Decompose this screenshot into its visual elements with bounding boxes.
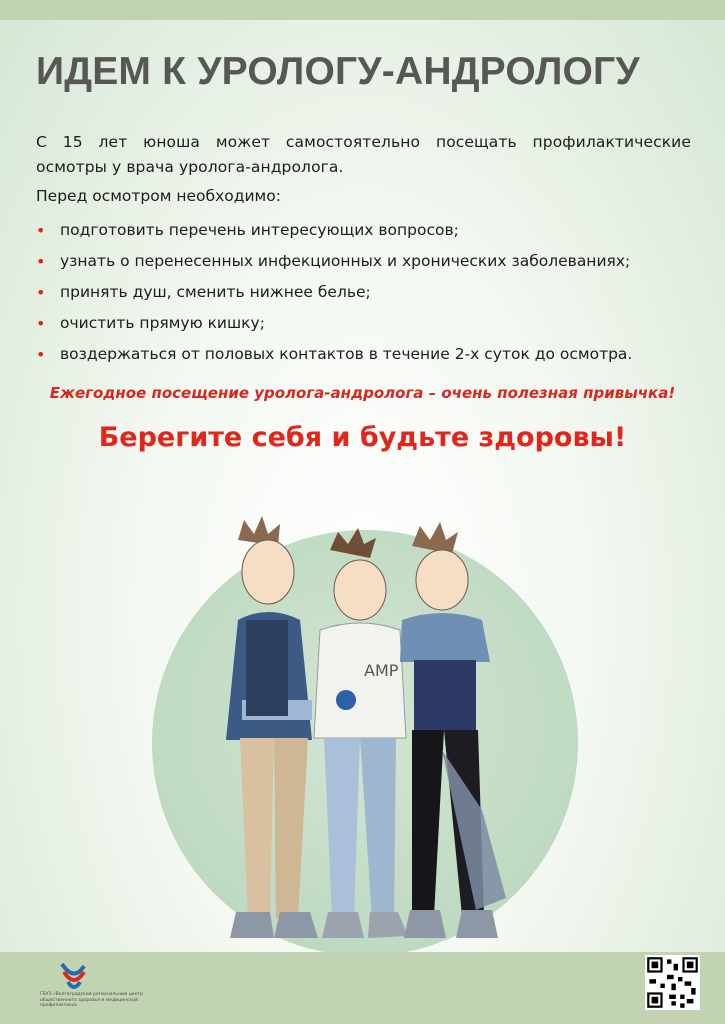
bullet-icon: • [36, 283, 46, 302]
list-item [36, 308, 691, 339]
svg-text:AMP: AMP [364, 661, 399, 680]
logo-caption: ГБУЗ «Волгоградский региональный центр общественного здоровья и медицинской профилактики» [40, 992, 144, 1008]
before-exam-label: Перед осмотром необходимо: [36, 187, 281, 205]
list-item [36, 246, 691, 277]
body-text [36, 130, 691, 370]
preparation-list [36, 215, 691, 370]
bullet-icon: • [36, 221, 46, 240]
list-item [36, 215, 691, 246]
boy-right [400, 522, 506, 938]
page-title: ИДЕМ К УРОЛОГУ-АНДРОЛОГУ [36, 50, 640, 93]
list-item [36, 277, 691, 308]
habit-note: Ежегодное посещение уролога-андролога – очень полезная привычка! [49, 384, 676, 402]
list-item-text: подготовить перечень интересующих вопросов; [60, 221, 459, 239]
bullet-icon: • [36, 345, 46, 364]
list-item-text: воздержаться от половых контактов в течение 2-х суток до осмотра. [60, 345, 633, 363]
top-band [0, 0, 725, 20]
intro-paragraph: С 15 лет юноша может самостоятельно посещать профилактические осмотры у врача уролога-андролога. [36, 133, 691, 176]
qr-code-icon [645, 955, 700, 1010]
organization-logo-icon [40, 958, 130, 1020]
slogan: Берегите себя и будьте здоровы! [98, 422, 627, 453]
list-item-text: узнать о перенесенных инфекционных и хронических заболеваниях; [60, 252, 631, 270]
list-item-text: принять душ, сменить нижнее белье; [60, 283, 371, 301]
boy-middle [314, 528, 408, 938]
list-item-text: очистить прямую кишку; [60, 314, 265, 332]
bullet-icon: • [36, 252, 46, 271]
list-item [36, 339, 691, 370]
three-boys-illustration [180, 510, 540, 952]
bullet-icon: • [36, 314, 46, 333]
boy-left [226, 516, 318, 938]
